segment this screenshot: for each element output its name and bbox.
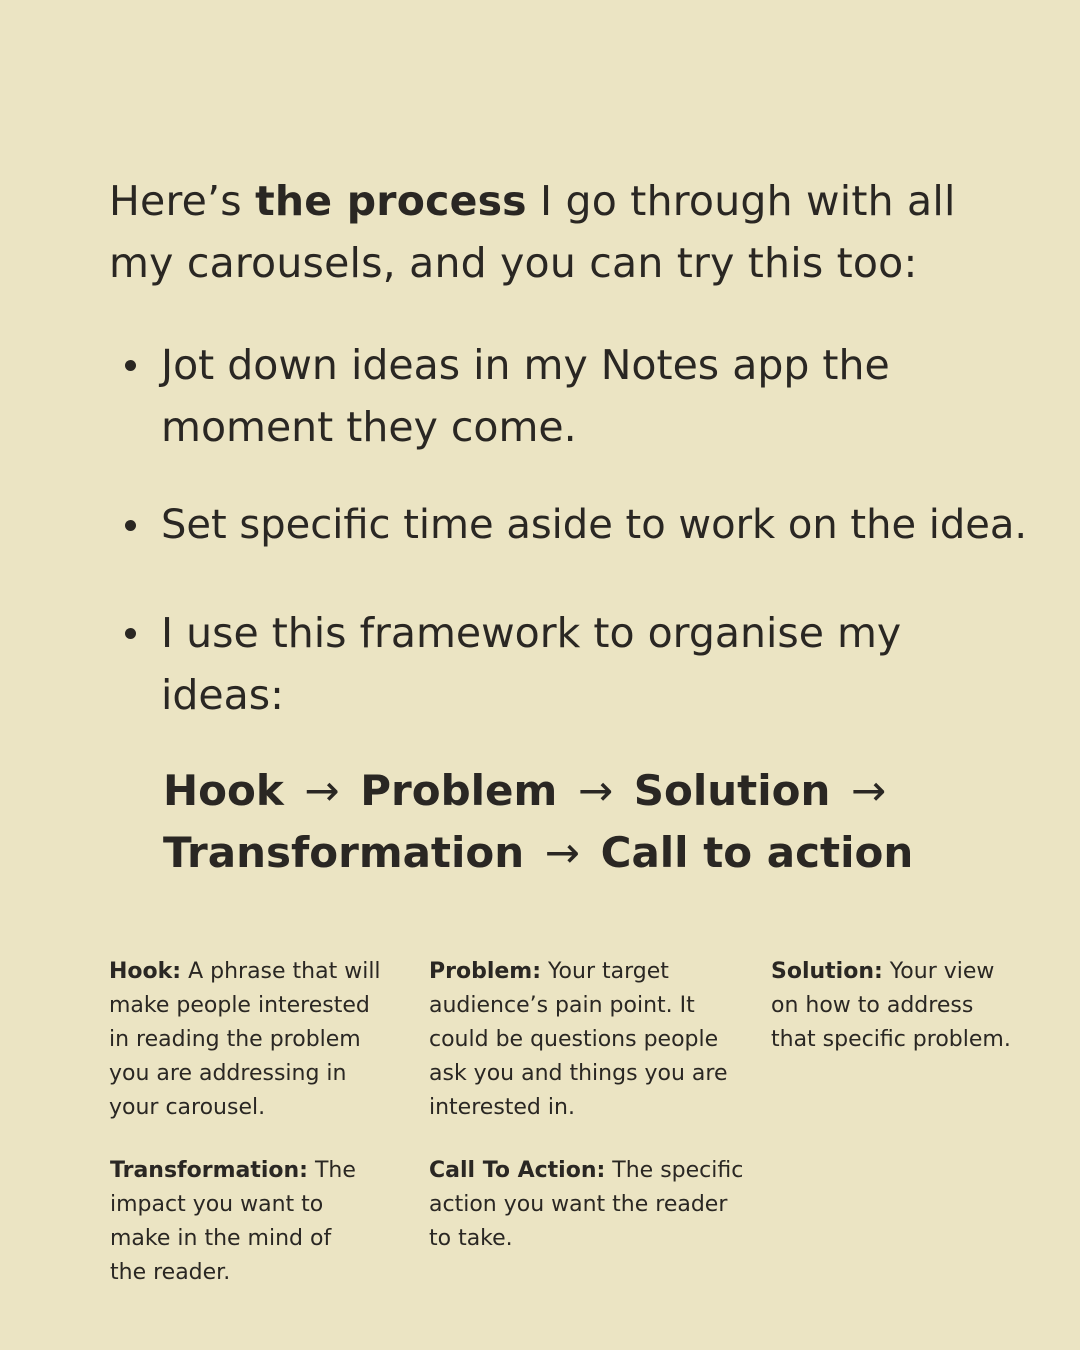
- framework-step-call-to-action: Call to action: [600, 828, 914, 877]
- bullet-item-notes: [120, 334, 1060, 458]
- bullet-dot-icon: [125, 520, 136, 531]
- arrow-right-icon: →: [304, 766, 340, 815]
- definition-term: Transformation:: [110, 1158, 308, 1183]
- definition-term: Call To Action:: [429, 1158, 606, 1183]
- definition-term: Solution:: [771, 959, 883, 984]
- intro-text-bold: the process: [255, 177, 527, 225]
- definition-text: The specific action you want the reader to take.: [429, 1158, 744, 1251]
- framework-line-1: [163, 760, 983, 822]
- bullet-text: Set specific time aside to work on the idea.: [161, 502, 1028, 548]
- arrow-right-icon: →: [544, 828, 580, 877]
- intro-paragraph: [109, 170, 989, 294]
- bullet-item-time: [120, 494, 1060, 556]
- framework-step-solution: Solution: [633, 766, 831, 815]
- definition-term: Hook:: [109, 959, 182, 984]
- intro-text-before: Here’s: [109, 177, 256, 225]
- framework-step-problem: Problem: [360, 766, 558, 815]
- definition-call-to-action: [429, 1154, 749, 1256]
- framework-sequence: [163, 760, 983, 884]
- definition-transformation: [110, 1154, 370, 1290]
- definition-text: The impact you want to make in the mind of the reader.: [110, 1158, 356, 1285]
- definition-text: Your target audience’s pain point. It could be questions people ask you and things you are interested in.: [429, 959, 728, 1120]
- bullet-dot-icon: [125, 360, 136, 371]
- bullet-text: Jot down ideas in my Notes app the moment they come.: [161, 341, 890, 451]
- bullet-dot-icon: [125, 628, 136, 639]
- definition-text: A phrase that will make people interested in reading the problem you are addressing in your carousel.: [109, 959, 381, 1120]
- bullet-text: I use this framework to organise my ideas:: [161, 609, 902, 719]
- definition-hook: [109, 955, 389, 1125]
- framework-step-transformation: Transformation: [163, 828, 525, 877]
- definition-text: Your view on how to address that specific problem.: [771, 959, 1011, 1052]
- bullet-item-framework: [120, 602, 1060, 726]
- intro-text-after: I go through with all my carousels, and you can try this too:: [109, 177, 956, 287]
- arrow-right-icon: →: [577, 766, 614, 815]
- framework-step-hook: Hook: [163, 766, 284, 815]
- framework-line-2: [163, 822, 983, 884]
- definition-problem: [429, 955, 739, 1125]
- arrow-right-icon: →: [851, 766, 887, 815]
- definition-term: Problem:: [429, 959, 542, 984]
- definition-solution: [771, 955, 1011, 1057]
